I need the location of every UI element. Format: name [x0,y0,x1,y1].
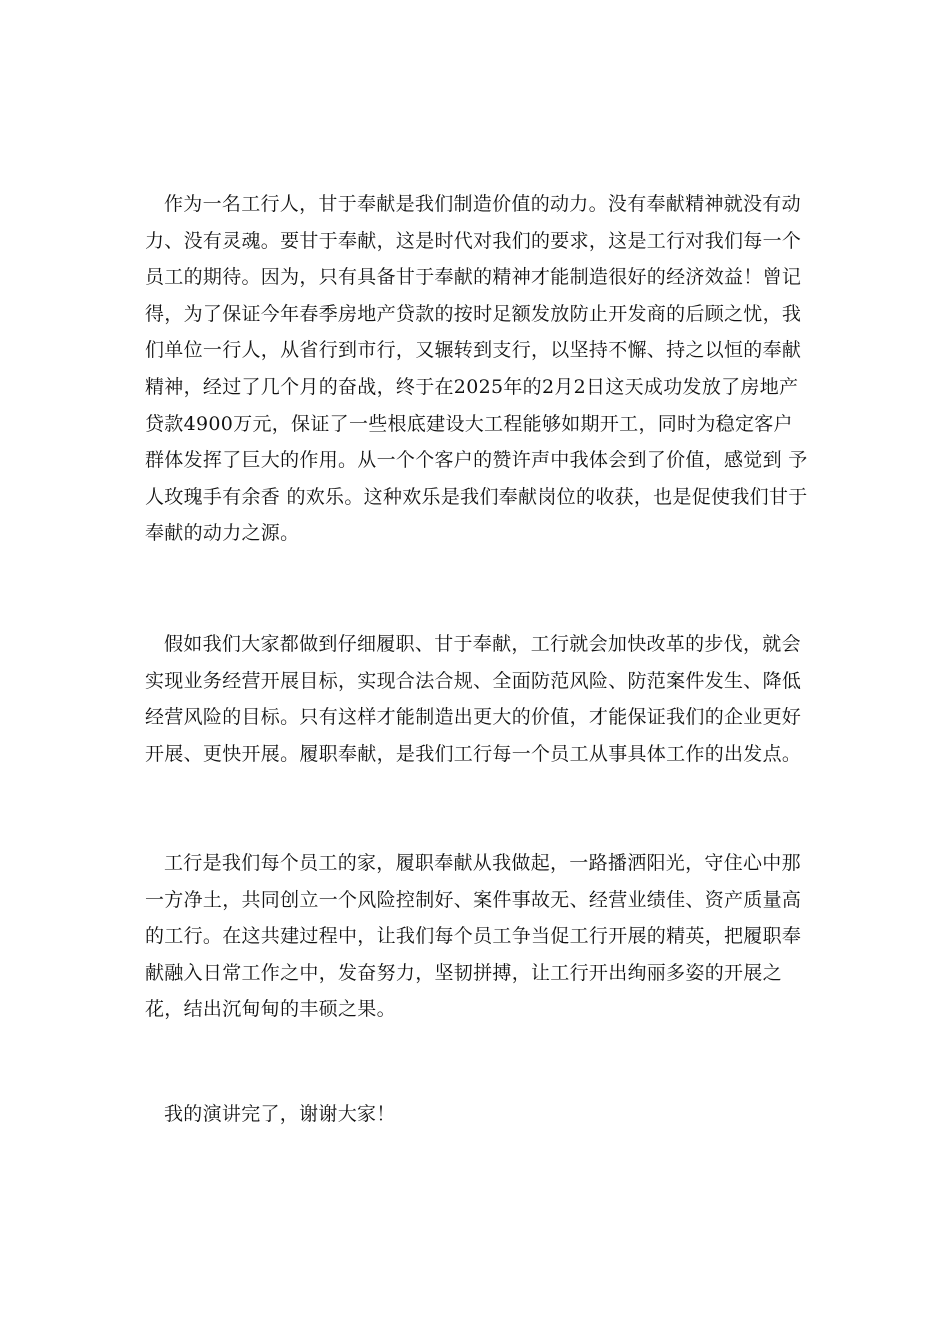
closing-paragraph: 我的演讲完了，谢谢大家！ [164,1103,396,1125]
paragraph-3: 工行是我们每个员工的家，履职奉献从我做起，一路播洒阳光，守住心中那一方净土，共同创立一个风险控制好、案件事故无、经营业绩佳、资产质量高的工行。在这共建过程中，让我们每个员工争当促工行开展的精英，把履职奉献融入日常工作之中，发奋努力，坚韧拼搏，让工行开出绚丽多姿的开展之花，结出沉甸甸的丰硕之果。 [145,852,802,1021]
paragraph-2: 假如我们大家都做到仔细履职、甘于奉献，工行就会加快改革的步伐，就会实现业务经营开展目标，实现合法合规、全面防范风险、防范案件发生、降低经营风险的目标。只有这样才能制造出更大的价值，才能保证我们的企业更好开展、更快开展。履职奉献，是我们工行每一个员工从事具体工作的出发点。 [145,633,802,765]
paragraph-1: 作为一名工行人，甘于奉献是我们制造价值的动力。没有奉献精神就没有动力、没有灵魂。要甘于奉献，这是时代对我们的要求，这是工行对我们每一个员工的期待。因为，只有具备甘于奉献的精神才能制造很好的经济效益！曾记得，为了保证今年春季房地产贷款的按时足额发放防止开发商的后顾之忧，我们单位一行人，从省行到市行，又辗转到支行，以坚持不懈、持之以恒的奉献精神，经过了几个月的奋战，终于在2025年的2月2日这天成功发放了房地产贷款4900万元，保证了一些根底建设大工程能够如期开工，同时为稳定客户群体发挥了巨大的作用。从一个个客户的赞许声中我体会到了价值，感觉到 予人玫瑰手有余香 的欢乐。这种欢乐是我们奉献岗位的收获，也是促使我们甘于奉献的动力之源。 [145,193,808,545]
